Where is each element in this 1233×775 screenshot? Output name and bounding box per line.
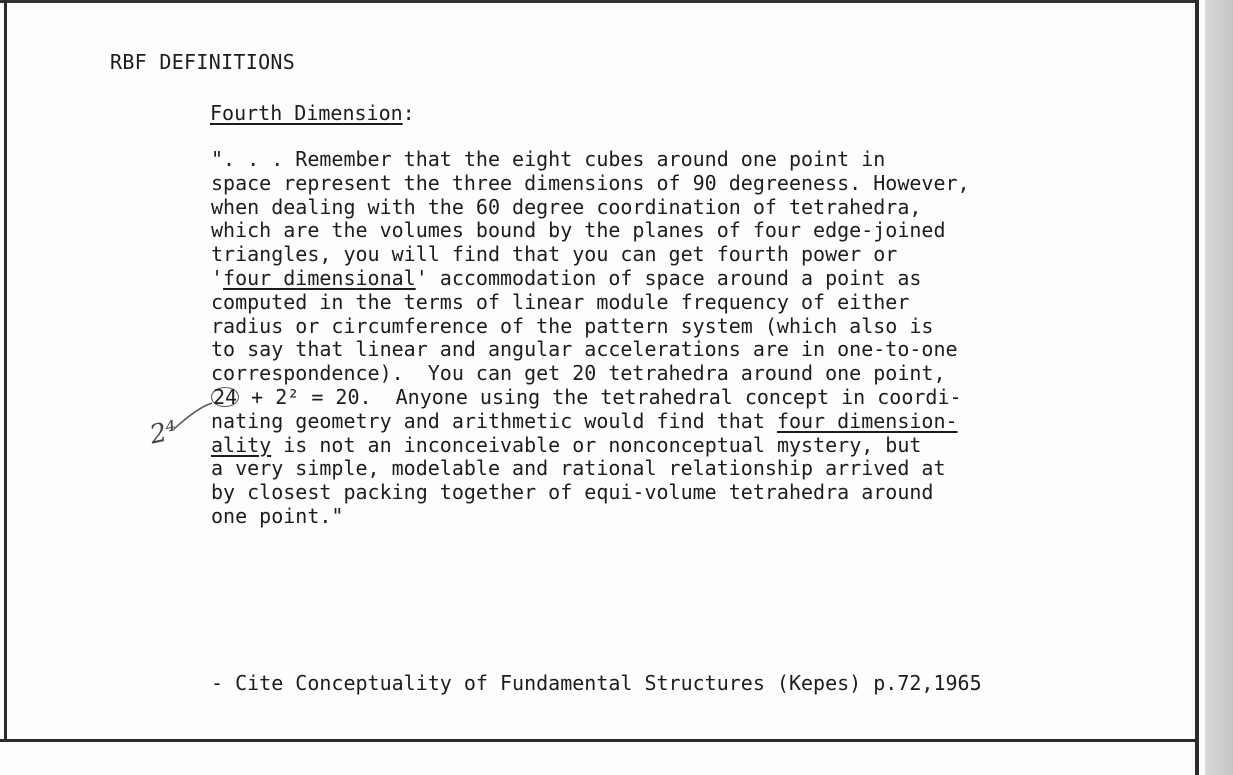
line-rest: ' accommodation of space around a point as [415,265,922,290]
text-line: correspondence). You can get 20 tetrahedra around one point, [211,361,946,386]
heading-colon: : [402,101,415,125]
text-line: which are the volumes bound by the planes of four edge-joined [211,218,946,243]
text-line: radius or circumference of the pattern system (which also is [211,313,934,338]
left-border [4,0,7,740]
text-line: ". . . Remember that the eight cubes around one point in [211,147,886,171]
handwritten-note: 2⁴ [147,415,180,451]
annotation-stroke [172,395,232,435]
underlined-term: four dimension- [776,408,958,433]
citation: - Cite Conceptuality of Fundamental Structures (Kepes) p.72,1965 [211,671,982,695]
text-line: space represent the three dimensions of 90 degreeness. However, [211,170,970,195]
top-border [0,0,1195,3]
page-edge [1205,0,1233,775]
line-rest: is not an inconceivable or nonconceptual mystery, but [271,432,922,457]
right-border [1195,0,1199,775]
text-line [211,434,1111,458]
line-start: nating geometry and arithmetic would find that [211,408,777,433]
underlined-term: four dimensional [223,265,416,290]
text-line: a very simple, modelable and rational relationship arrived at [211,456,946,481]
circled-number: 24 [213,384,238,409]
line-rest: + 2² = 20. Anyone using the tetrahedral concept in coordi- [239,384,962,409]
text-line [211,410,1111,434]
underlined-term: ality [211,432,272,457]
heading-term: Fourth Dimension [210,101,403,125]
text-line: when dealing with the 60 degree coordination of tetrahedra, [211,194,922,219]
quote-body [211,148,1111,529]
text-line: by closest packing together of equi-volume tetrahedra around [211,480,934,505]
text-line [211,386,1111,410]
definition-heading [210,101,415,125]
text-line: one point." [211,503,344,528]
text-line: triangles, you will find that you can get fourth power or [211,242,898,267]
text-line: to say that linear and angular accelerations are in one-to-one [211,337,958,362]
quote-mark: ' [211,265,224,290]
document-header: RBF DEFINITIONS [110,50,296,74]
text-line: computed in the terms of linear module frequency of either [211,289,910,314]
text-line [211,267,1111,291]
bottom-border [0,739,1198,742]
